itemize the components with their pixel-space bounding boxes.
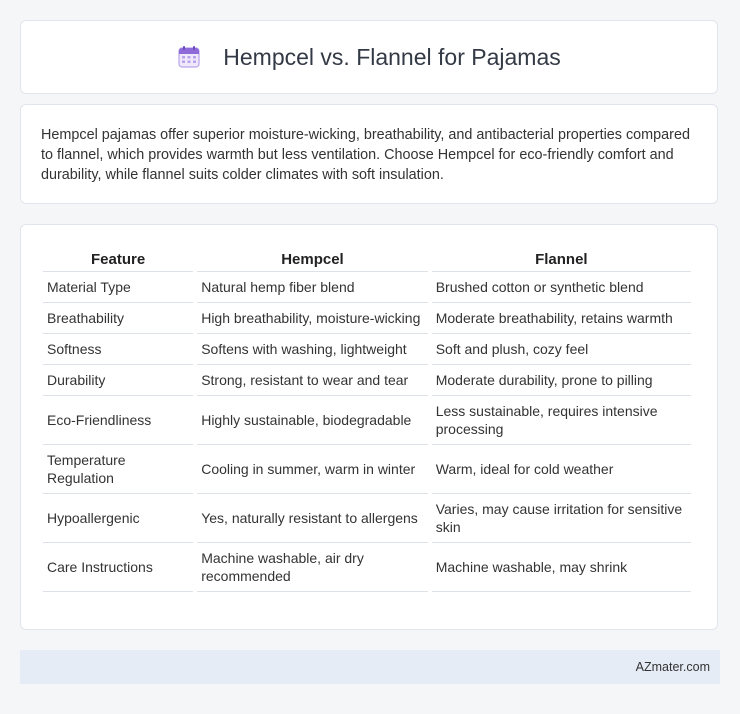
intro-text: Hempcel pajamas offer superior moisture-wicking, breathability, and antibacterial properties compared to flannel, which provides warmth but less ventilation. Choose Hempcel for eco-friendly comfort and durability, while flannel suits colder climates with soft insulation. <box>41 127 690 183</box>
flannel-cell: Less sustainable, requires intensive processing <box>432 396 691 445</box>
header-feature: Feature <box>43 245 193 272</box>
hempcel-cell: Machine washable, air dry recommended <box>197 543 428 592</box>
feature-cell: Hypoallergenic <box>43 494 193 543</box>
hempcel-cell: Yes, naturally resistant to allergens <box>197 494 428 543</box>
comparison-table <box>39 245 695 592</box>
feature-cell: Durability <box>43 365 193 396</box>
flannel-cell: Warm, ideal for cold weather <box>432 445 691 494</box>
page-title: Hempcel vs. Flannel for Pajamas <box>223 43 561 70</box>
table-row <box>43 445 691 494</box>
feature-cell: Material Type <box>43 272 193 303</box>
hempcel-cell: Softens with washing, lightweight <box>197 334 428 365</box>
flannel-cell: Varies, may cause irritation for sensitive skin <box>432 494 691 543</box>
header-hempcel: Hempcel <box>197 245 428 272</box>
title-card <box>20 20 718 94</box>
flannel-cell: Brushed cotton or synthetic blend <box>432 272 691 303</box>
comparison-card <box>20 224 718 630</box>
feature-cell: Care Instructions <box>43 543 193 592</box>
feature-cell: Breathability <box>43 303 193 334</box>
table-row <box>43 365 691 396</box>
hempcel-cell: Cooling in summer, warm in winter <box>197 445 428 494</box>
table-row <box>43 543 691 592</box>
flannel-cell: Machine washable, may shrink <box>432 543 691 592</box>
header-flannel: Flannel <box>432 245 691 272</box>
flannel-cell: Moderate breathability, retains warmth <box>432 303 691 334</box>
feature-cell: Temperature Regulation <box>43 445 193 494</box>
hempcel-cell: Strong, resistant to wear and tear <box>197 365 428 396</box>
table-row <box>43 303 691 334</box>
footer <box>20 650 720 684</box>
flannel-cell: Soft and plush, cozy feel <box>432 334 691 365</box>
table-header-row <box>43 245 691 272</box>
footer-brand[interactable]: AZmater.com <box>635 660 710 674</box>
flannel-cell: Moderate durability, prone to pilling <box>432 365 691 396</box>
feature-cell: Softness <box>43 334 193 365</box>
table-row <box>43 272 691 303</box>
table-row <box>43 396 691 445</box>
table-row <box>43 334 691 365</box>
feature-cell: Eco-Friendliness <box>43 396 193 445</box>
hempcel-cell: High breathability, moisture-wicking <box>197 303 428 334</box>
hempcel-cell: Natural hemp fiber blend <box>197 272 428 303</box>
intro-card <box>20 104 718 204</box>
calendar-icon <box>177 45 201 69</box>
hempcel-cell: Highly sustainable, biodegradable <box>197 396 428 445</box>
table-row <box>43 494 691 543</box>
